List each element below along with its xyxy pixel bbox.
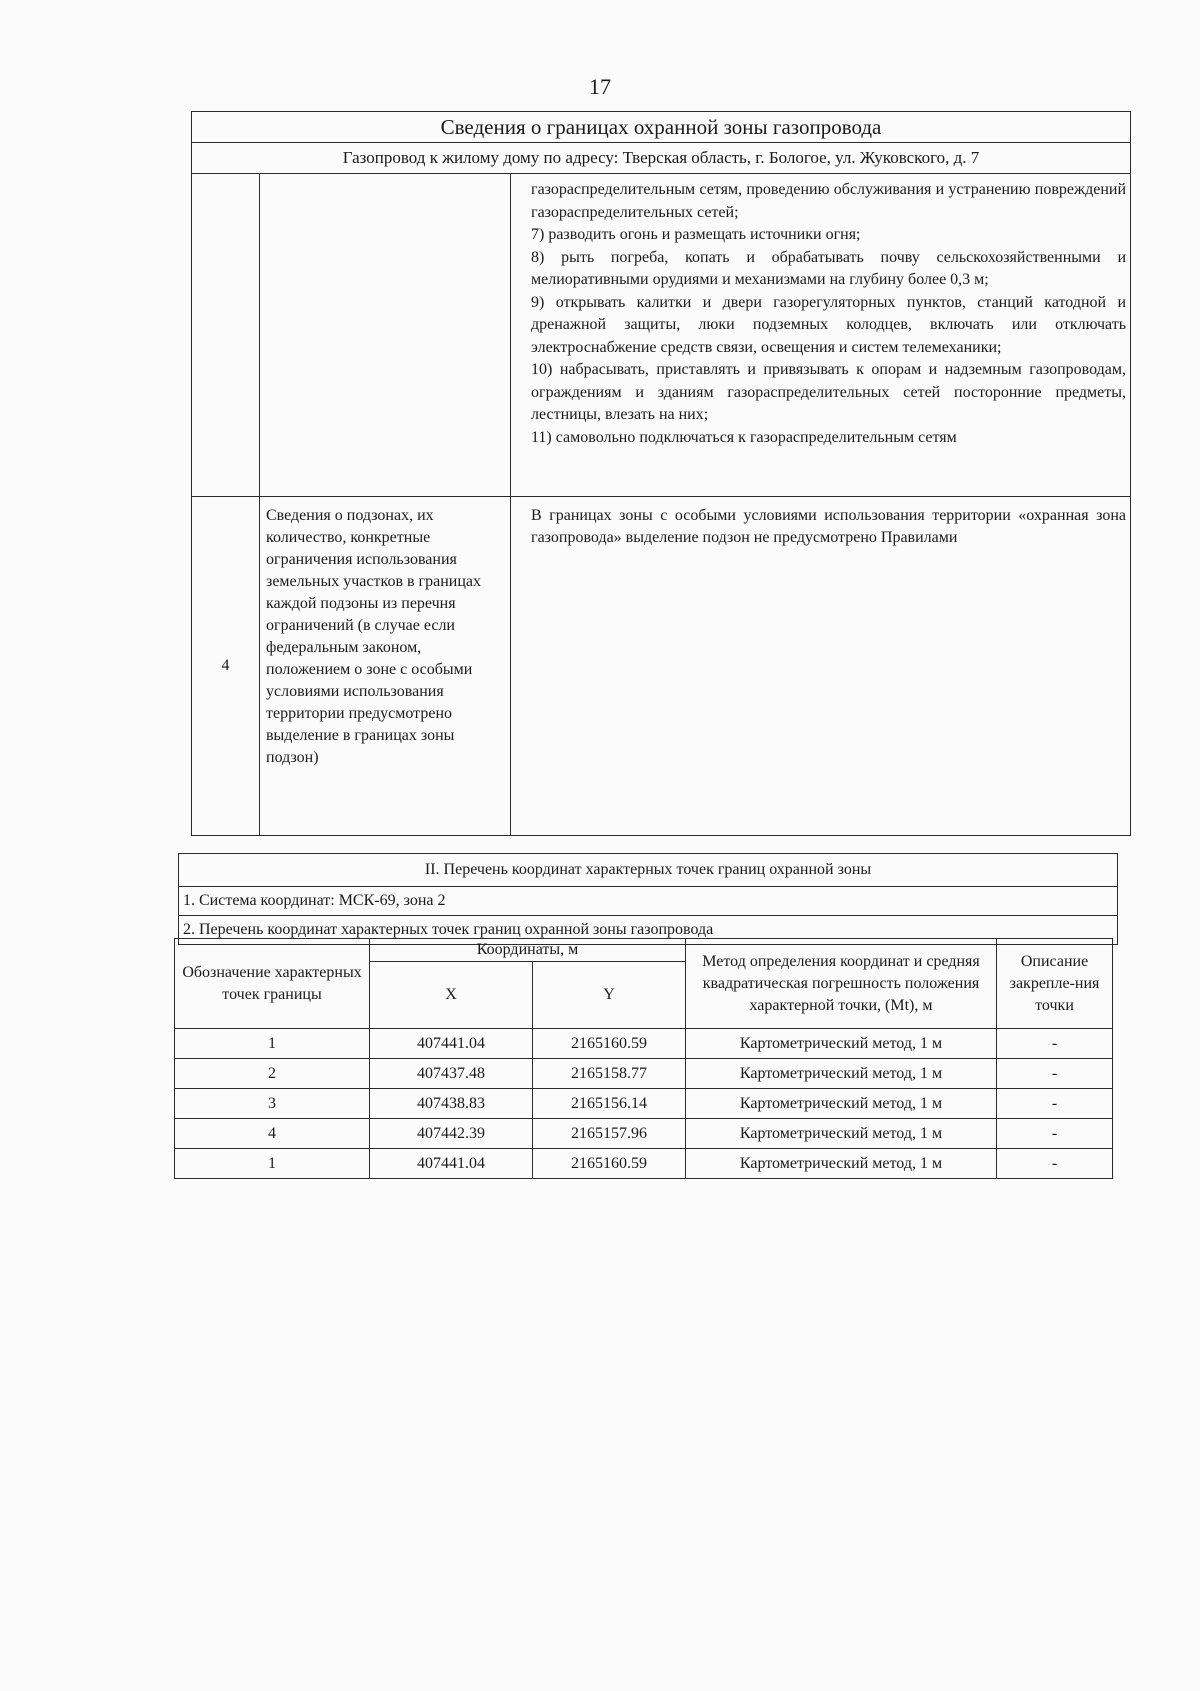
y-cell: 2165156.14 — [533, 1089, 686, 1119]
subzones-text: В границах зоны с особыми условиями использования территории «охранная зона газопровода» выделение подзон не предусмотрено Правилами — [511, 497, 1131, 836]
col-x-header: X — [370, 962, 533, 1029]
row-number: 4 — [192, 497, 260, 836]
coordinates-section — [178, 853, 1118, 945]
y-cell: 2165160.59 — [533, 1149, 686, 1179]
empty-number-cell — [192, 174, 260, 497]
table-row — [175, 1089, 1113, 1119]
method-cell: Картометрический метод, 1 м — [686, 1029, 997, 1059]
table-row — [175, 1029, 1113, 1059]
x-cell: 407437.48 — [370, 1059, 533, 1089]
col-point-header: Обозначение характерных точек границы — [175, 939, 370, 1029]
method-cell: Картометрический метод, 1 м — [686, 1119, 997, 1149]
zone-boundaries-table — [191, 111, 1131, 836]
x-cell: 407441.04 — [370, 1149, 533, 1179]
col-y-header: Y — [533, 962, 686, 1029]
table-row — [175, 1149, 1113, 1179]
x-cell: 407442.39 — [370, 1119, 533, 1149]
desc-cell: - — [997, 1149, 1113, 1179]
col-desc-header: Описание закрепле-ния точки — [997, 939, 1113, 1029]
table-row — [175, 1059, 1113, 1089]
col-coords-header: Координаты, м — [370, 939, 686, 962]
method-cell: Картометрический метод, 1 м — [686, 1059, 997, 1089]
y-cell: 2165157.96 — [533, 1119, 686, 1149]
desc-cell: - — [997, 1059, 1113, 1089]
x-cell: 407438.83 — [370, 1089, 533, 1119]
coordinates-table — [174, 938, 1113, 1179]
restrictions-continuation — [511, 174, 1131, 497]
point-cell: 1 — [175, 1029, 370, 1059]
restriction-item: 7) разводить огонь и размещать источники огня; — [531, 226, 861, 243]
point-cell: 2 — [175, 1059, 370, 1089]
col-method-header: Метод определения координат и средняя квадратическая погрешность положения характерной точки, (Mt), м — [686, 939, 997, 1029]
coordinate-system: 1. Система координат: МСК-69, зона 2 — [179, 887, 1118, 916]
section2-header: II. Перечень координат характерных точек границ охранной зоны — [179, 854, 1118, 887]
restriction-item: 8) рыть погреба, копать и обрабатывать почву сельскохозяйственными и мелиоративными орудиями и механизмами на глубину более 0,3 м; — [531, 248, 1127, 288]
point-cell: 1 — [175, 1149, 370, 1179]
y-cell: 2165160.59 — [533, 1029, 686, 1059]
desc-cell: - — [997, 1029, 1113, 1059]
restriction-item: 10) набрасывать, приставлять и привязывать к опорам и надземным газопроводам, ограждениям и зданиям газораспределительных сетей посторонние предметы, лестницы, влезать на них; — [531, 361, 1127, 423]
method-cell: Картометрический метод, 1 м — [686, 1149, 997, 1179]
table-row — [175, 1119, 1113, 1149]
point-cell: 4 — [175, 1119, 370, 1149]
restriction-item: газораспределительным сетям, проведению обслуживания и устранению повреждений газораспределительных сетей; — [531, 181, 1127, 221]
y-cell: 2165158.77 — [533, 1059, 686, 1089]
desc-cell: - — [997, 1119, 1113, 1149]
subzones-label: Сведения о подзонах, их количество, конкретные ограничения использования земельных участков в границах каждой подзоны из перечня ограничений (в случае если федеральным законом, положением о зоне с особыми условиями использования территории предусмотрено выделение в границах зоны подзон) — [260, 497, 511, 836]
method-cell: Картометрический метод, 1 м — [686, 1089, 997, 1119]
x-cell: 407441.04 — [370, 1029, 533, 1059]
restriction-item: 9) открывать калитки и двери газорегуляторных пунктов, станций катодной и дренажной защиты, люки подземных колодцев, включать или отключать электроснабжение средств связи, освещения и систем телемеханики; — [531, 293, 1127, 356]
page-number: 17 — [589, 74, 611, 99]
section-title: Сведения о границах охранной зоны газопровода — [192, 112, 1131, 143]
empty-label-cell — [260, 174, 511, 497]
coordinates-list-title: 2. Перечень координат характерных точек границ охранной зоны газопровода — [179, 916, 1118, 945]
section-subtitle: Газопровод к жилому дому по адресу: Тверская область, г. Бологое, ул. Жуковского, д. 7 — [192, 143, 1131, 174]
point-cell: 3 — [175, 1089, 370, 1119]
desc-cell: - — [997, 1089, 1113, 1119]
restriction-item: 11) самовольно подключаться к газораспределительным сетям — [531, 428, 957, 446]
